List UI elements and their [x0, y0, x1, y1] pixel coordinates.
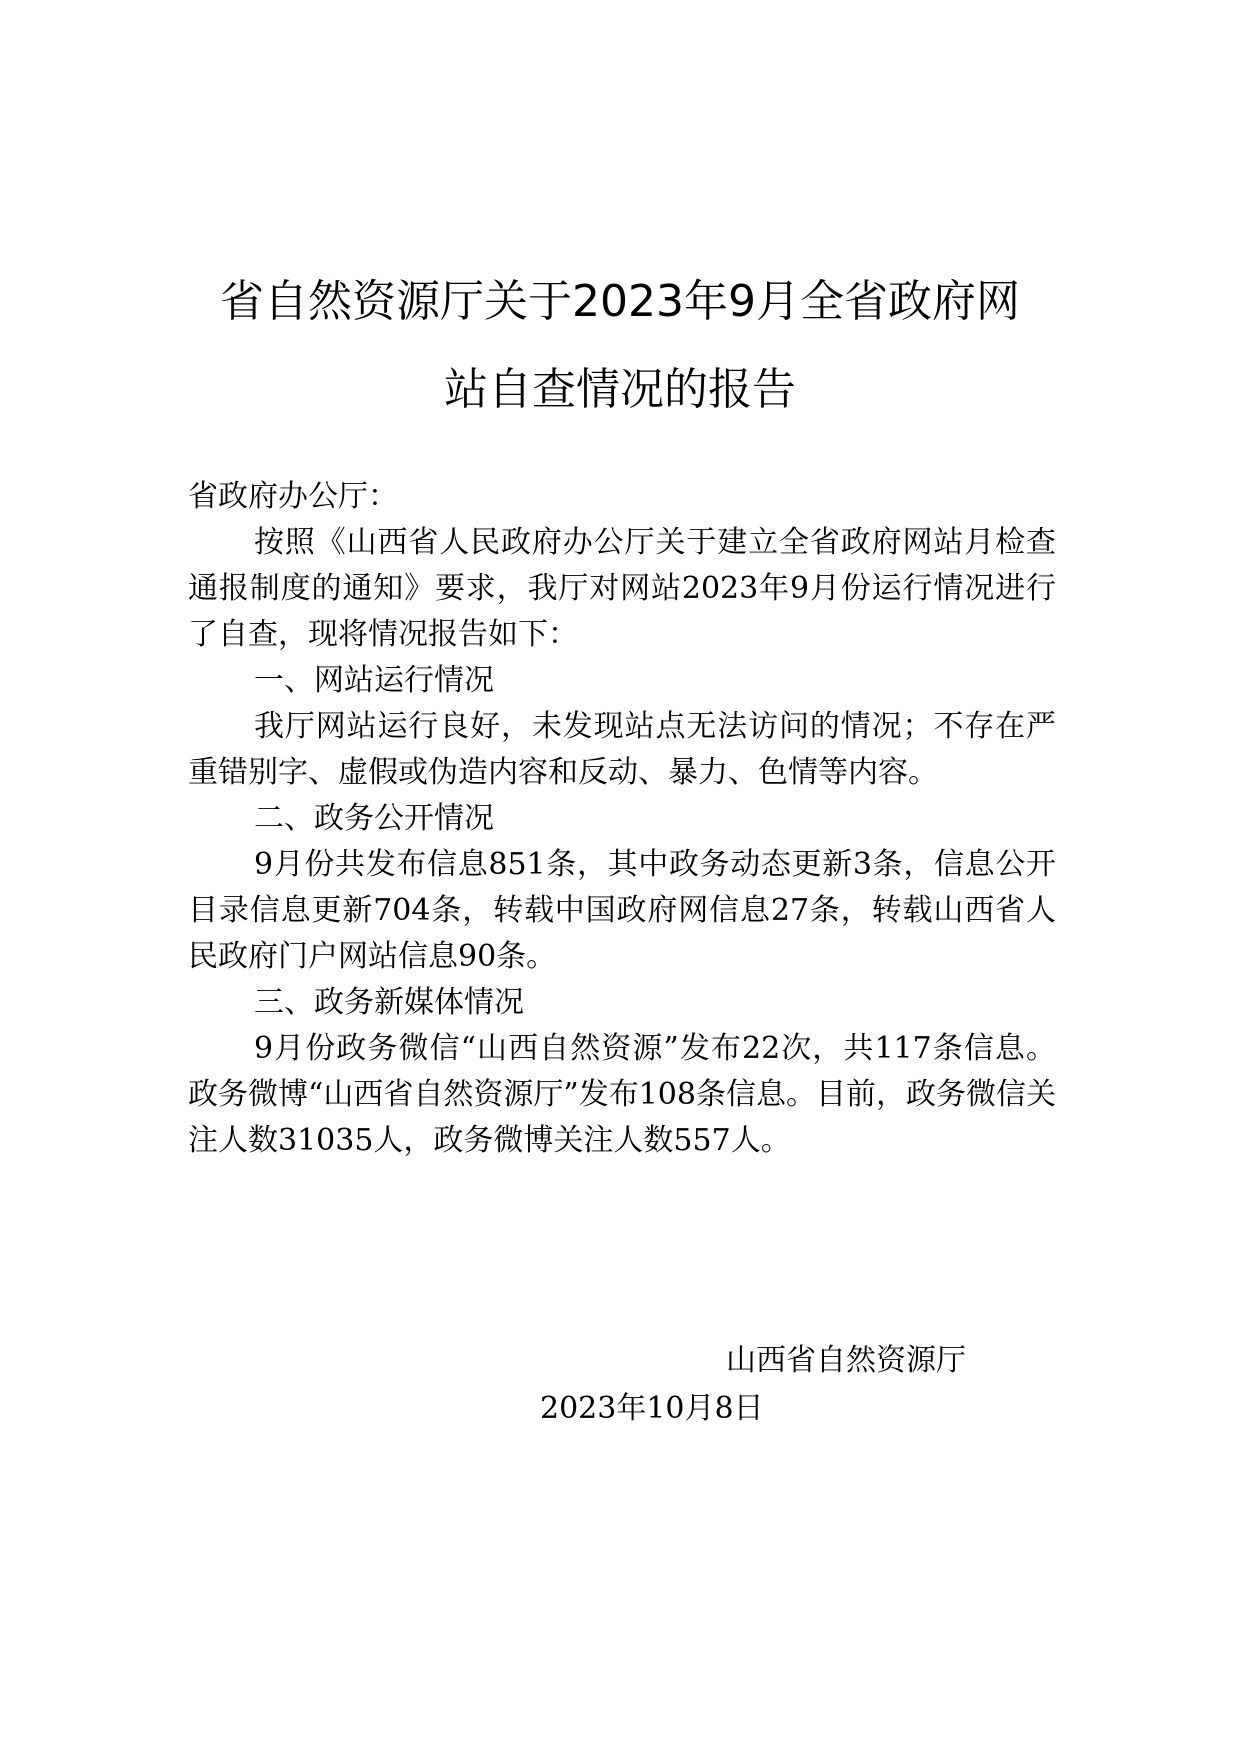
- title-line-2: 站自查情况的报告: [444, 364, 796, 415]
- section-body-disclosure: 9月份共发布信息851条，其中政务动态更新3条，信息公开目录信息更新704条，转载中国政府网信息27条，转载山西省人民政府门户网站信息90条。: [188, 847, 1056, 974]
- intro-paragraph: 按照《山西省人民政府办公厅关于建立全省政府网站月检查通报制度的通知》要求，我厅对网站2023年9月份运行情况进行了自查，现将情况报告如下：: [188, 525, 1056, 652]
- section-body-website: 我厅网站运行良好，未发现站点无法访问的情况；不存在严重错别字、虚假或伪造内容和反动、暴力、色情等内容。: [188, 709, 1056, 790]
- section-heading-new-media: 三、政务新媒体情况: [254, 985, 524, 1020]
- document-title: [160, 258, 1080, 434]
- signature-organization: 山西省自然资源厅: [726, 1343, 966, 1378]
- section-body-new-media: 9月份政务微信“山西自然资源”发布22次，共117条信息。政务微博“山西省自然资源厅”发布108条信息。目前，政务微信关注人数31035人，政务微博关注人数557人。: [188, 1031, 1056, 1158]
- document-body: [188, 474, 1056, 1164]
- signature-date: 2023年10月8日: [540, 1391, 764, 1426]
- section-heading-disclosure: 二、政务公开情况: [254, 801, 494, 836]
- section-heading-website: 一、网站运行情况: [254, 663, 494, 698]
- title-line-1: 省自然资源厅关于2023年9月全省政府网: [220, 276, 1020, 327]
- salutation: 省政府办公厅：: [188, 479, 398, 514]
